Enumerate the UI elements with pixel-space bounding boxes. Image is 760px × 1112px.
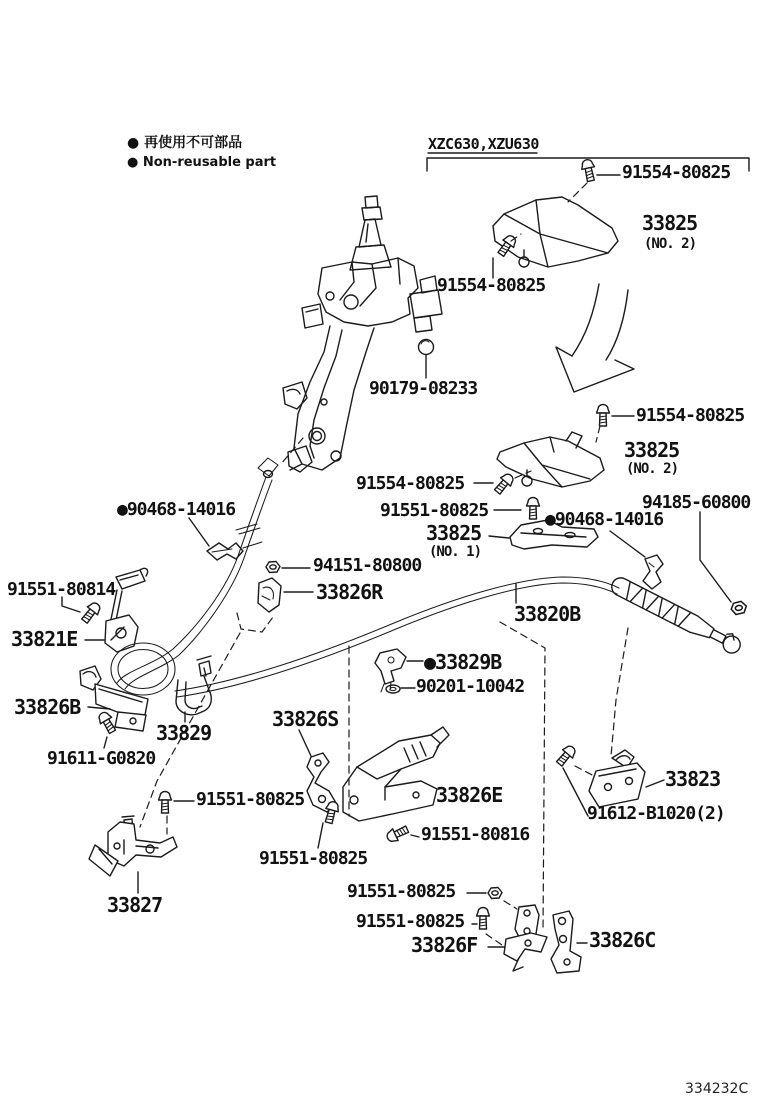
part-label-33823: 33823 — [665, 767, 721, 791]
part-label-33825-no1: 33825 — [426, 521, 482, 545]
part-label-91551-80816: 91551-80816 — [421, 824, 530, 845]
part-label-91611-G0820: 91611-G0820 — [47, 748, 156, 769]
part-label-33826E: 33826E — [436, 783, 503, 807]
part-label-33827: 33827 — [107, 893, 163, 917]
legend-non-reusable-en: ● Non-reusable part — [127, 155, 277, 170]
part-label-33826F: 33826F — [411, 933, 478, 957]
part-label-91551-80825-5: 91551-80825 — [356, 911, 465, 932]
part-label-33821E: 33821E — [11, 627, 78, 651]
part-label-33825-no2-top: 33825 — [642, 211, 698, 235]
part-label-33826C: 33826C — [589, 928, 656, 952]
part-label-91554-80825-mid: 91554-80825 — [636, 405, 745, 426]
part-label-94151-80800: 94151-80800 — [313, 555, 422, 576]
part-label-91551-80825-4: 91551-80825 — [347, 881, 456, 902]
diagram-code: 334232C — [685, 1081, 749, 1097]
part-label-33825-no2-mid: 33825 — [624, 438, 680, 462]
part-label-91554-80825-top: 91554-80825 — [622, 162, 731, 183]
part-label-94185-60800: 94185-60800 — [642, 492, 751, 513]
legend-non-reusable-jp: ● 再使用不可部品 — [127, 135, 243, 151]
part-label-91551-80825-2: 91551-80825 — [196, 789, 305, 810]
part-label-91551-80825-3: 91551-80825 — [259, 848, 368, 869]
part-label-33825-no2-mid-sub: (NO. 2) — [626, 461, 679, 477]
model-code-label: XZC630,XZU630 — [428, 135, 539, 153]
part-label-91551-80814: 91551-80814 — [7, 579, 116, 600]
part-label-33825-no1-sub: (NO. 1) — [429, 544, 482, 560]
part-label-91554-80825-low: 91554-80825 — [356, 473, 465, 494]
part-label-90179-08233: 90179-08233 — [369, 378, 478, 399]
part-label-91612-B1020: 91612-B1020(2) — [587, 803, 725, 824]
part-label-33826B: 33826B — [14, 695, 81, 719]
part-label-33825-no2-top-sub: (NO. 2) — [644, 236, 697, 252]
part-label-33829: 33829 — [156, 721, 212, 745]
part-label-91551-80825-1: 91551-80825 — [380, 500, 489, 521]
part-label-33829B: ●33829B — [424, 650, 502, 674]
part-label-91554-80825-left: 91554-80825 — [437, 275, 546, 296]
part-label-90468-14016-right: ●90468-14016 — [545, 509, 664, 530]
part-label-33826R: 33826R — [316, 580, 383, 604]
part-label-90468-14016-left: ●90468-14016 — [117, 499, 236, 520]
part-label-90201-10042: 90201-10042 — [416, 676, 525, 697]
part-label-33826S: 33826S — [272, 707, 339, 731]
part-label-33820B: 33820B — [514, 602, 581, 626]
